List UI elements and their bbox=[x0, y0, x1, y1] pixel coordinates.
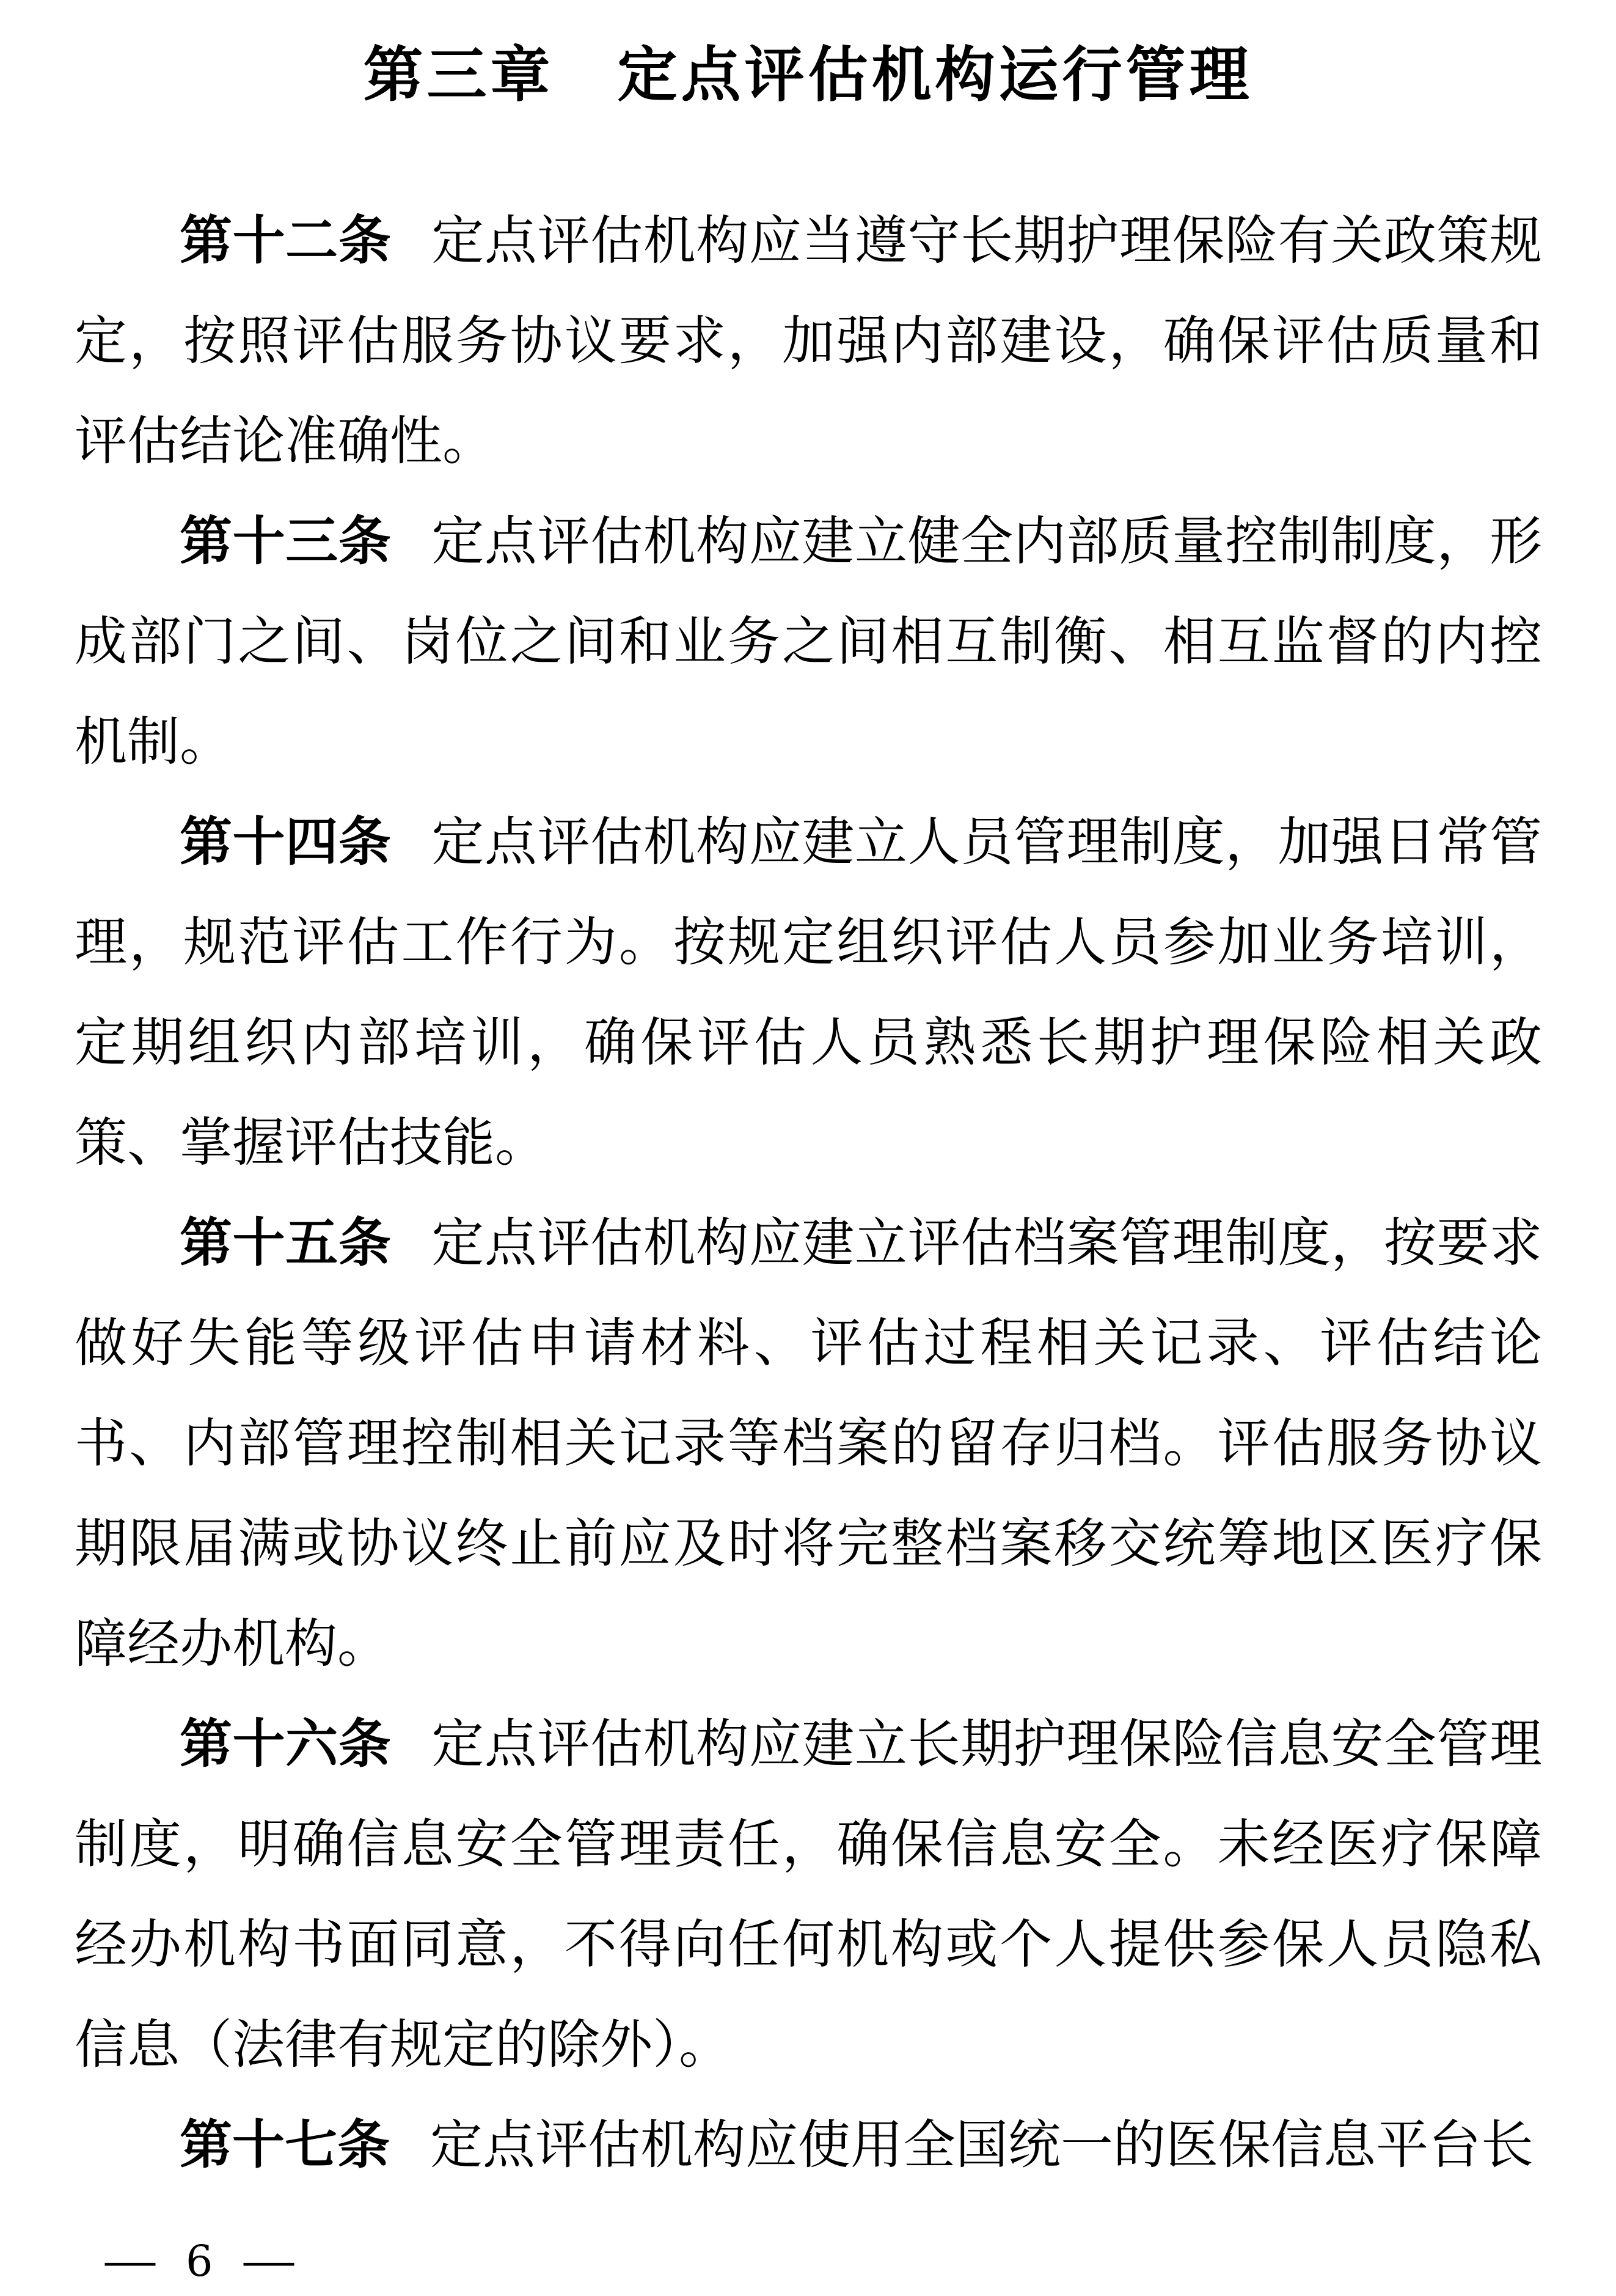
article-text: 定点评估机构应建立健全内部质量控制制度，形成部门之间、岗位之间和业务之间相互制衡、相互监督的内控机制。 bbox=[75, 511, 1543, 772]
article-text: 定点评估机构应建立人员管理制度，加强日常管理，规范评估工作行为。按规定组织评估人员参加业务培训，定期组织内部培训，确保评估人员熟悉长期护理保险相关政策、掌握评估技能。 bbox=[75, 812, 1543, 1173]
article-number: 第十七条 bbox=[180, 2114, 390, 2176]
article-list bbox=[75, 191, 1542, 2195]
article-paragraph-5 bbox=[75, 1694, 1542, 2095]
article-paragraph-4 bbox=[75, 1193, 1542, 1694]
article-number: 第十六条 bbox=[180, 1714, 392, 1775]
article-text: 定点评估机构应建立评估档案管理制度，按要求做好失能等级评估申请材料、评估过程相关记录、评估结论书、内部管理控制相关记录等档案的留存归档。评估服务协议期限届满或协议终止前应及时将完整档案移交统筹地区医疗保障经办机构。 bbox=[75, 1212, 1543, 1674]
article-paragraph-3 bbox=[75, 792, 1542, 1193]
article-text: 定点评估机构应当遵守长期护理保险有关政策规定，按照评估服务协议要求，加强内部建设，确保评估质量和评估结论准确性。 bbox=[75, 210, 1543, 472]
article-paragraph-6 bbox=[75, 2095, 1542, 2195]
article-number: 第十三条 bbox=[180, 511, 392, 572]
article-paragraph-2 bbox=[75, 491, 1542, 792]
page-number: 6 bbox=[186, 2236, 213, 2286]
article-text: 定点评估机构应建立长期护理保险信息安全管理制度，明确信息安全管理责任，确保信息安全。未经医疗保障经办机构书面同意，不得向任何机构或个人提供参保人员隐私信息（法律有规定的除外）。 bbox=[75, 1714, 1543, 2075]
article-number: 第十四条 bbox=[180, 812, 392, 873]
article-text: 定点评估机构应使用全国统一的医保信息平台长 bbox=[430, 2114, 1534, 2176]
footer-dash-right: — bbox=[241, 2236, 297, 2286]
article-number: 第十二条 bbox=[180, 210, 392, 271]
page-footer bbox=[102, 2236, 297, 2286]
article-paragraph-1 bbox=[75, 191, 1542, 491]
chapter-title: 第三章 定点评估机构运行管理 bbox=[363, 40, 1253, 110]
footer-dash-left: — bbox=[102, 2236, 158, 2286]
article-number: 第十五条 bbox=[180, 1212, 392, 1274]
